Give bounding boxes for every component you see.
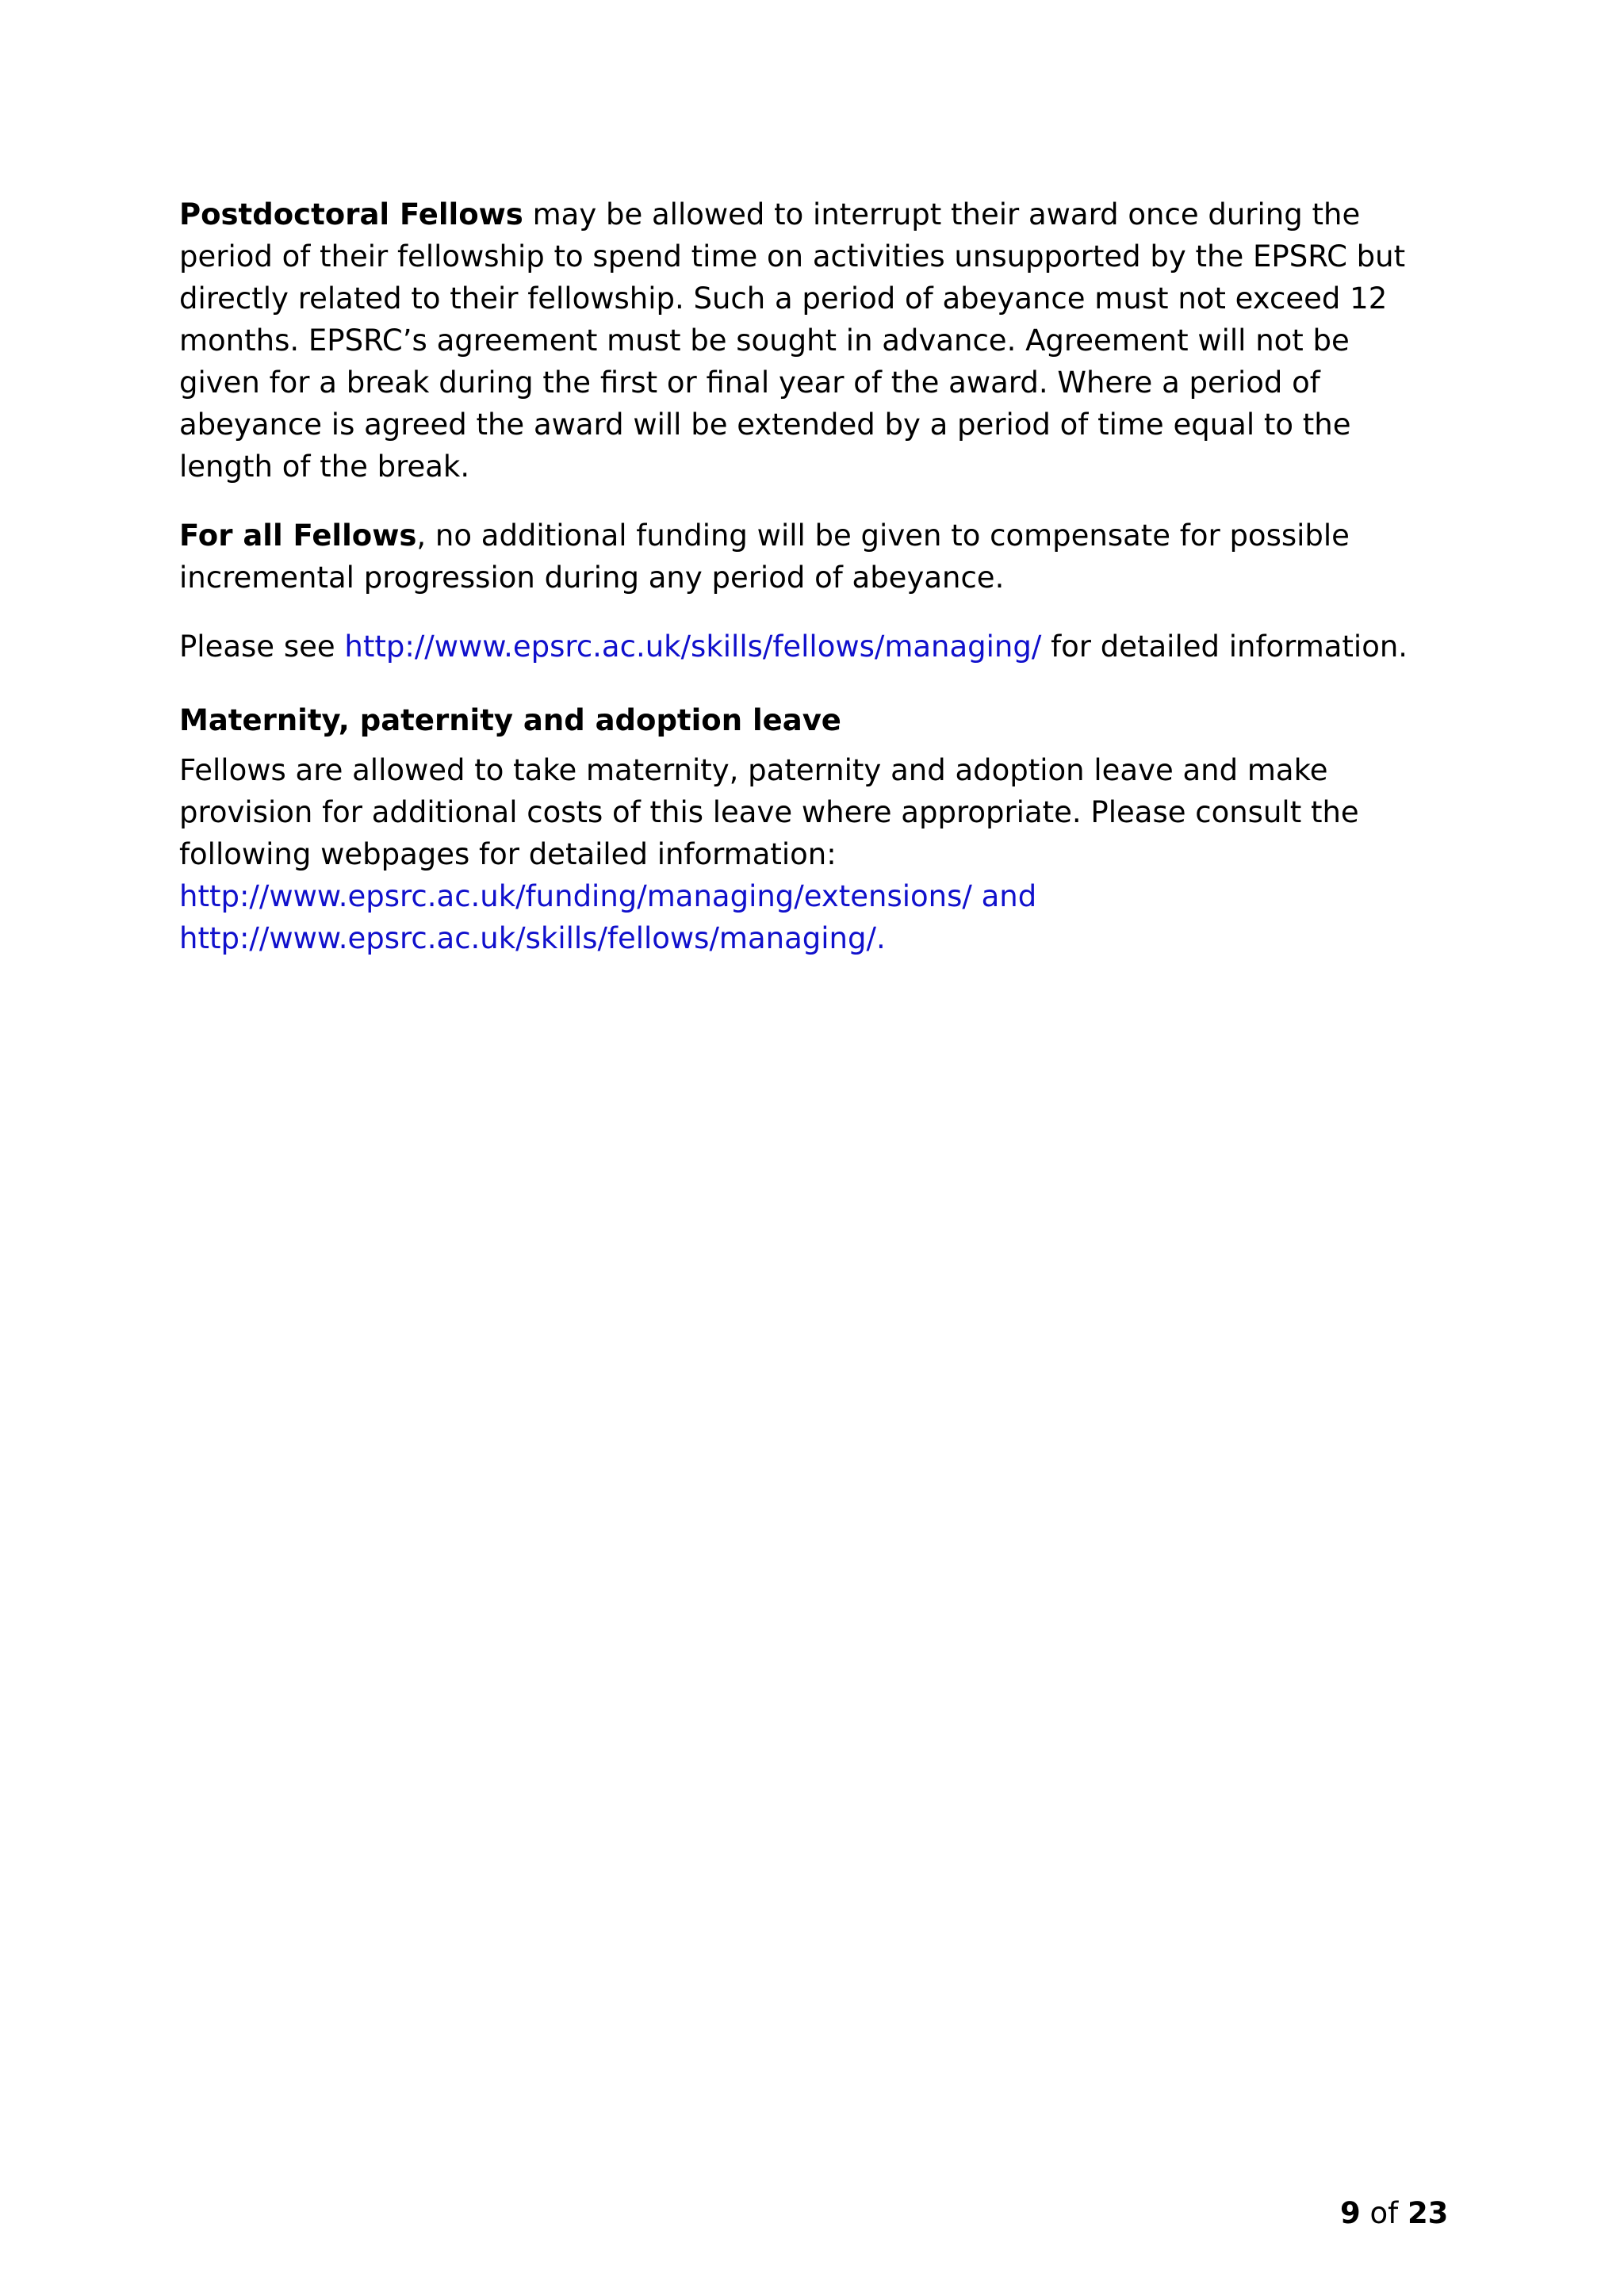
page-number bbox=[1340, 2192, 1448, 2234]
postdoc-lead: Postdoctoral Fellows bbox=[179, 197, 523, 232]
page-of-label: of bbox=[1360, 2196, 1408, 2230]
postdoc-paragraph bbox=[179, 193, 1416, 488]
fellows-managing-link-2[interactable]: http://www.epsrc.ac.uk/skills/fellows/managing/ bbox=[179, 921, 876, 955]
fellows-managing-link[interactable]: http://www.epsrc.ac.uk/skills/fellows/managing/ bbox=[344, 629, 1042, 664]
current-page: 9 bbox=[1340, 2196, 1361, 2230]
all-fellows-text: , no additional funding will be given to compensate for possible incremental progression during any period of abeyance. bbox=[179, 519, 1350, 595]
link-end-period: . bbox=[875, 921, 886, 955]
maternity-text: Fellows are allowed to take maternity, paternity and adoption leave and make provision for additional costs of this leave where appropriate. Please consult the following webpages for detailed information: bbox=[179, 753, 1359, 871]
page-content bbox=[179, 193, 1416, 959]
maternity-paragraph bbox=[179, 749, 1416, 959]
all-fellows-paragraph bbox=[179, 515, 1416, 599]
extensions-link[interactable]: http://www.epsrc.ac.uk/funding/managing/extensions/ bbox=[179, 879, 972, 913]
please-see-prefix: Please see bbox=[179, 629, 345, 664]
please-see-suffix: for detailed information. bbox=[1041, 629, 1408, 664]
maternity-heading: Maternity, paternity and adoption leave bbox=[179, 703, 841, 737]
please-see-paragraph bbox=[179, 626, 1416, 668]
total-pages: 23 bbox=[1407, 2196, 1449, 2230]
postdoc-text: may be allowed to interrupt their award once during the period of their fellowship to spend time on activities unsupported by the EPSRC but directly related to their fellowship. Such a period of abeyance must not exceed 12 months. EPSRC’s agreement must be sought in advance. Agreement will not be given for a break during the first or final year of the award. Where a period of abeyance is agreed the award will be extended by a period of time equal to the length of the break. bbox=[179, 197, 1406, 484]
all-fellows-lead: For all Fellows bbox=[179, 519, 417, 553]
link-conjunction: and bbox=[971, 879, 1037, 913]
